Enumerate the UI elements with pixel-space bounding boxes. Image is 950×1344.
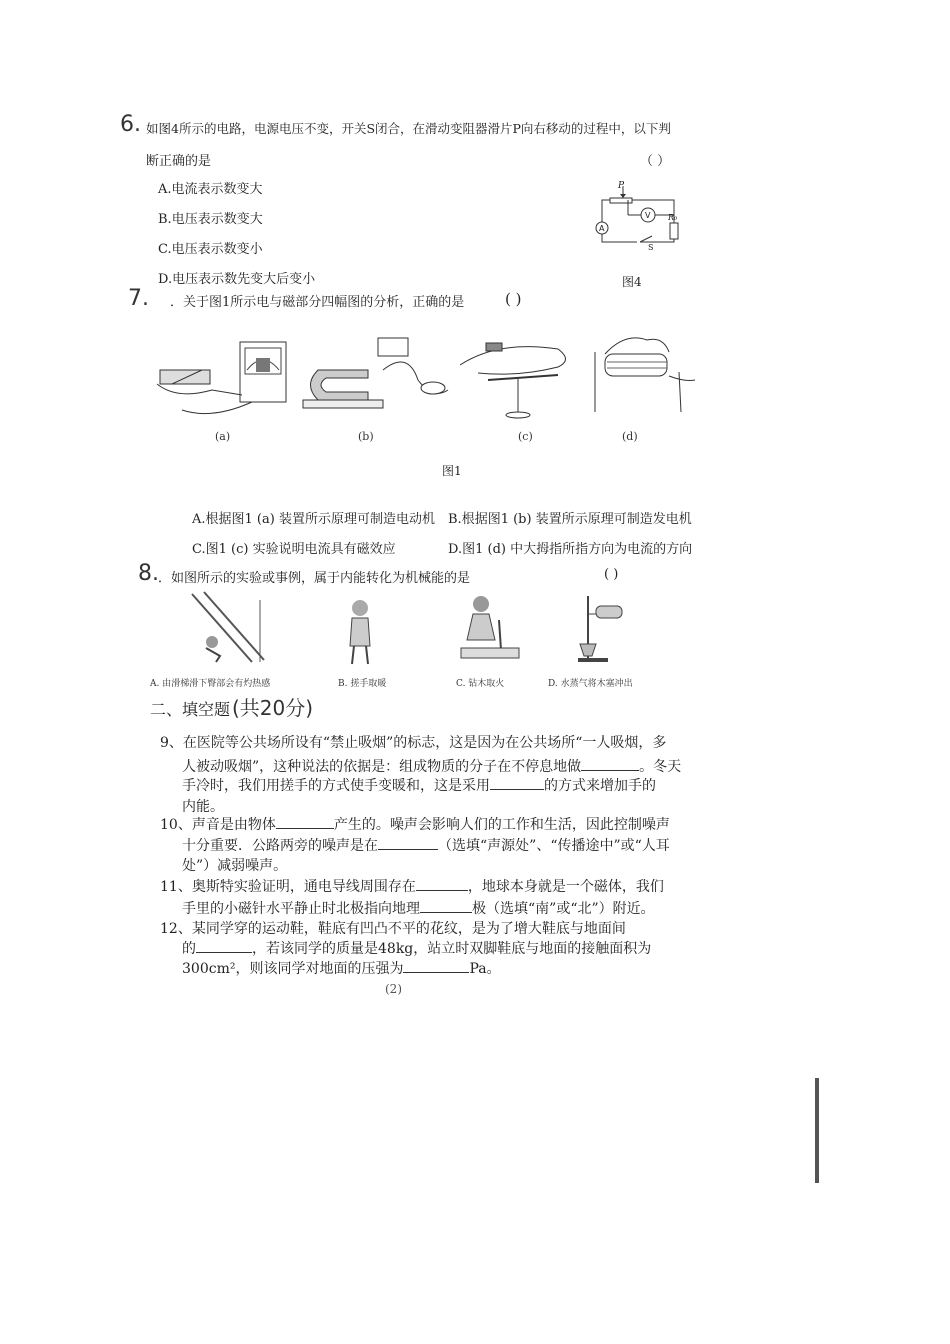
q6-option-d [158,268,315,287]
q8-figure-a-slide [172,590,282,668]
fig4-label-s: S [648,243,654,252]
q6-option-b-label: B. [158,212,172,227]
q7-option-b-text: 根据图1 (b) 装置所示原理可制造发电机 [461,512,692,527]
fig1-caption: 图1 [442,464,462,478]
fig1b-generator-setup [298,330,458,430]
fig4-label-a: A [599,224,605,233]
fig1d-right-hand-rule [585,332,700,427]
q8-caption-c: C. 钻木取火 [456,679,505,689]
q8-figure-c-drill-fire [455,590,525,668]
fig4-label-p: P [618,181,625,191]
q10-line1 [160,814,670,834]
q9-line2-text: 人被动吸烟”，这种说法的依据是：组成物质的分子在不停息地做 [182,759,582,775]
q6-option-d-label: D. [158,272,173,287]
q6-option-c-label: C. [158,242,172,257]
q6-option-a-text: 电流表示数变大 [171,182,263,197]
q10-line1-text: 10、声音是由物体 [160,817,276,833]
q12-line1: 12、某同学穿的运动鞋，鞋底有凹凸不平的花纹，是为了增大鞋底与地面间 [160,921,626,937]
q8-figure-d-steam-cork [570,590,634,668]
q7-handwritten-number: 7. [128,286,149,311]
q7-option-d-label: D. [448,542,463,557]
q11-blank-2[interactable] [420,912,472,913]
q7-option-d-text: 图1 (d) 中大拇指所指方向为电流的方向 [462,542,693,557]
q7-option-a-label: A. [192,512,206,527]
q8-caption-b: B. 搓手取暖 [338,679,387,689]
circuit-diagram-figure4 [590,178,690,253]
fig4-caption: 图4 [622,275,642,289]
q10-line3: 处”）减弱噪声。 [182,858,288,874]
q10-line2 [182,835,670,855]
q8-stem: ．如图所示的实验或事例，属于内能转化为机械能的是 [158,571,471,586]
q11-line2-text: 手里的小磁针水平静止时北极指向地理 [182,901,420,917]
q10-line1-end: 产生的。噪声会影响人们的工作和生活，因此控制噪声 [333,817,670,833]
fig1c-label: (c) [518,430,533,443]
q9-line3-text: 手冷时，我们用搓手的方式使手变暖和，这是采用 [182,778,490,794]
q9-line2-end: 。冬天 [639,759,682,775]
q6-stem-cont: 断正确的是 [146,154,212,169]
q12-line3-text: 300cm²，则该同学对地面的压强为 [182,961,404,977]
q6-option-d-text: 电压表示数先变大后变小 [172,272,316,287]
q6-stem: 如图4所示的电路，电源电压不变，开关S闭合，在滑动变阻器滑片P向右移动的过程中，以下判 [146,121,671,136]
q7-option-d [448,538,692,557]
q7-option-a-text: 根据图1 (a) 装置所示原理可制造电动机 [205,512,435,527]
fig4-label-r: R₀ [668,213,678,222]
q6-option-c-text: 电压表示数变小 [171,242,263,257]
q9-line1: 9、在医院等公共场所设有“禁止吸烟”的标志，这是因为在公共场所“一人吸烟，多 [160,735,667,751]
q8-answer-paren: ( ) [604,567,619,582]
page-number: (2) [385,982,402,996]
q12-blank-1[interactable] [196,952,252,953]
q9-line3 [182,775,656,795]
q12-line3 [182,958,501,978]
fig1a-magnet-galvanometer [152,340,292,430]
q8-handwritten-number: 8. [138,561,159,586]
q12-line2-end: ，若该同学的质量是48kg，站立时双脚鞋底与地面的接触面积为 [252,941,652,957]
q11-line1-end: ，地球本身就是一个磁体，我们 [467,879,664,895]
q6-option-b-text: 电压表示数变大 [171,212,263,227]
q8-caption-a: A. 由滑梯滑下臀部会有灼热感 [150,679,271,689]
q8-caption-d: D. 水蒸气将木塞冲出 [548,679,633,689]
q6-option-a [158,178,263,197]
q8-figure-b-rub-hands [330,590,390,668]
section2-title: 二、填空题 [150,700,231,719]
fig1c-oersted-experiment [458,335,570,425]
q9-blank-1[interactable] [581,770,639,771]
q9-line4: 内能。 [182,799,224,815]
q11-blank-1[interactable] [416,890,468,891]
q10-line2-text: 十分重要．公路两旁的噪声是在 [182,838,378,854]
q7-option-b-label: B. [448,512,462,527]
q7-option-a [192,508,435,527]
q10-blank-1[interactable] [276,828,334,829]
q12-line2-text: 的 [182,941,196,957]
fig4-label-v: V [645,211,651,220]
section2-handwritten-points: (共20分) [232,696,314,720]
q7-option-b [448,508,692,527]
fig1a-label: (a) [215,430,231,443]
fig1b-label: (b) [358,430,374,443]
q12-line3-end: Pa。 [469,961,501,977]
q10-line2-end: （选填“声源处”、“传播途中”或“人耳 [438,838,670,854]
q6-option-a-label: A. [158,182,172,197]
q12-blank-2[interactable] [403,972,469,973]
scan-edge-bar [815,1078,819,1183]
q7-option-c-label: C. [192,542,206,557]
q9-line2 [182,756,681,776]
q12-line2 [182,938,651,958]
q7-stem: ．关于图1所示电与磁部分四幅图的分析，正确的是 [170,295,465,310]
q6-answer-paren: （ ） [640,154,671,169]
q6-handwritten-number: 6. [120,112,141,137]
q6-option-c [158,238,263,257]
q7-option-c-text: 图1 (c) 实验说明电流具有磁效应 [205,542,396,557]
q7-answer-paren: ( ) [505,290,522,308]
fig1d-label: (d) [622,430,638,443]
q11-line2 [182,898,655,918]
q10-blank-2[interactable] [378,849,438,850]
q11-line1-text: 11、奥斯特实验证明，通电导线周围存在 [160,879,416,895]
q9-blank-2[interactable] [490,789,544,790]
q6-option-b [158,208,263,227]
q11-line1 [160,876,664,896]
q7-option-c [192,538,396,557]
q9-line3-end: 的方式来增加手的 [544,778,656,794]
q11-line2-end: 极（选填“南”或“北”）附近。 [472,901,655,917]
